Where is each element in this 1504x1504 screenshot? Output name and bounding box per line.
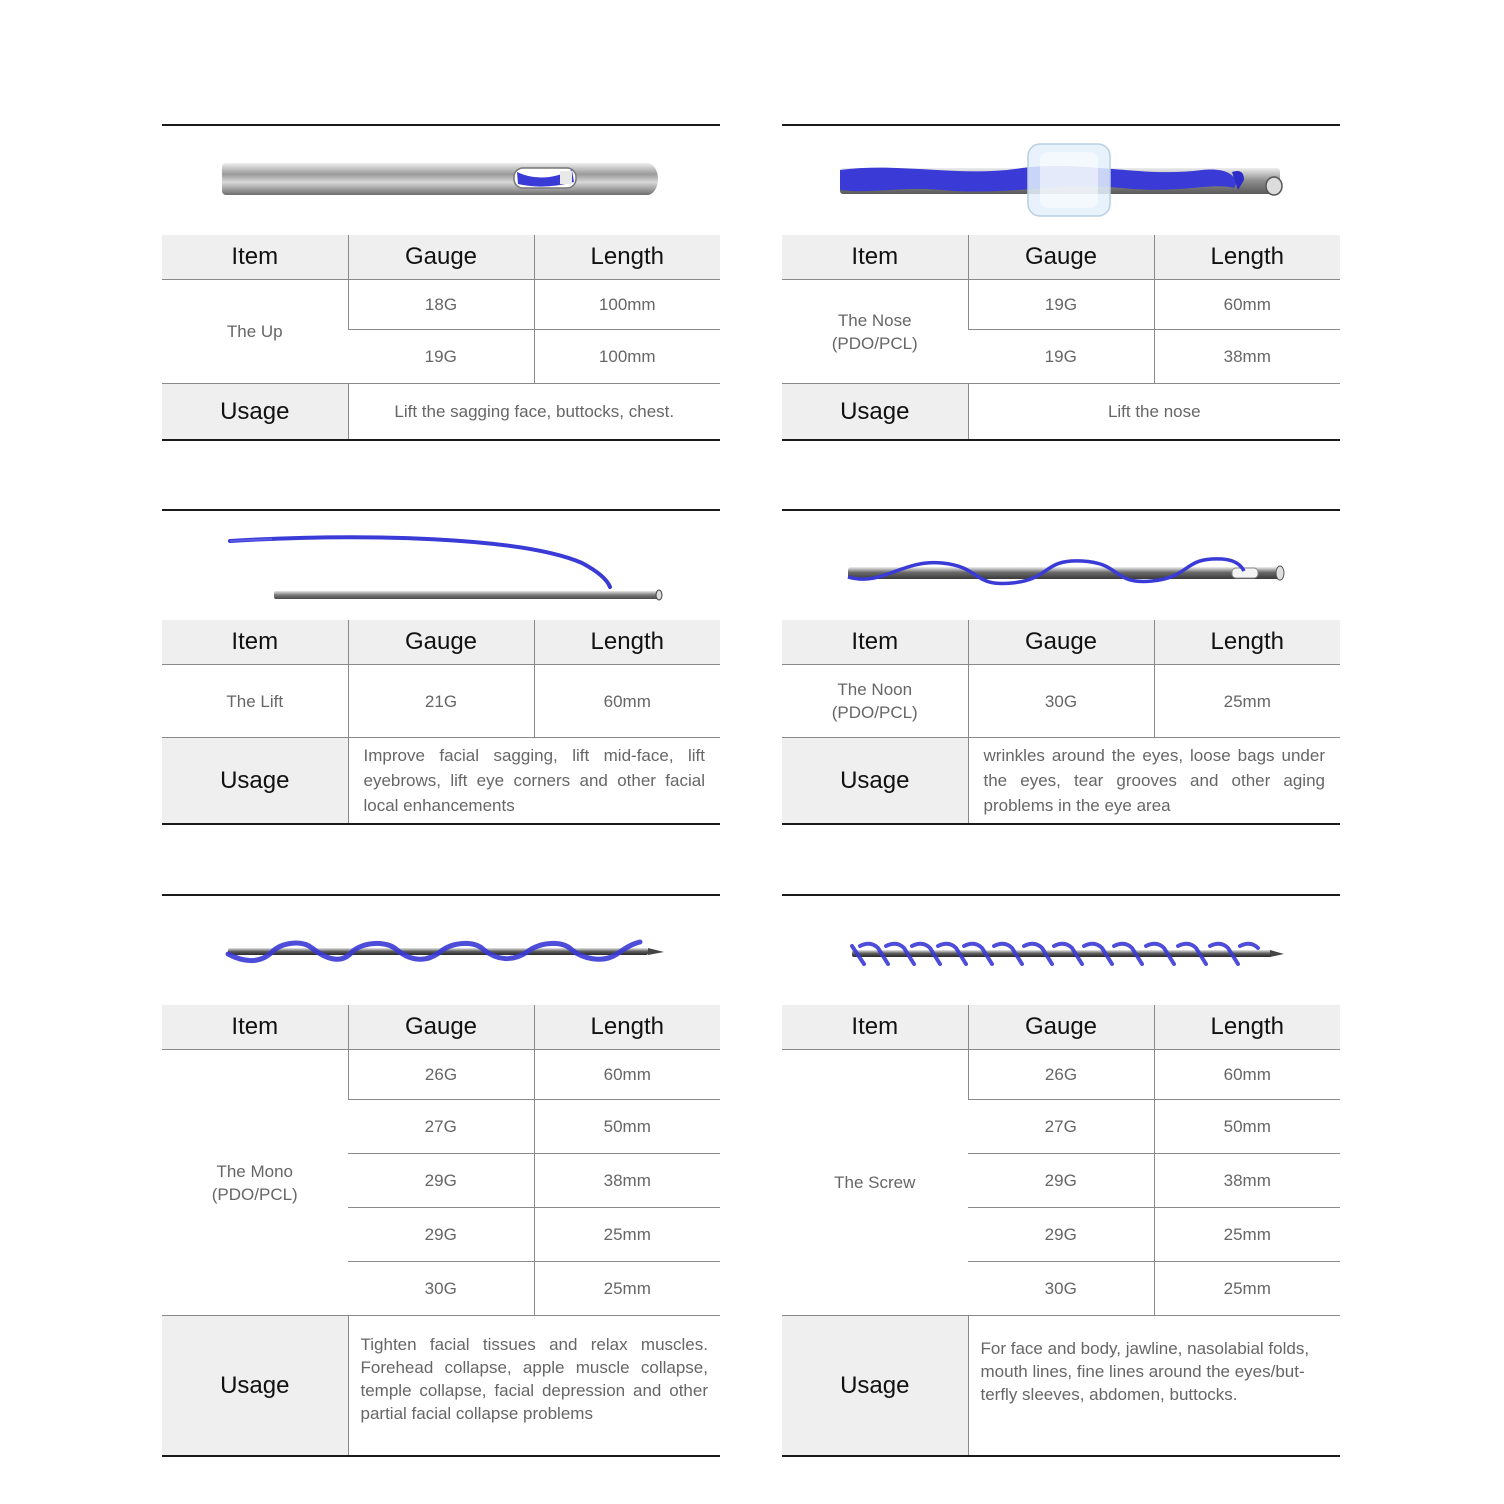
gauge-cell: 19G [968, 330, 1154, 384]
gauge-cell: 27G [348, 1100, 534, 1154]
header-item: Item [782, 1005, 968, 1050]
gauge-cell: 30G [968, 665, 1154, 738]
usage-label: Usage [162, 384, 348, 440]
header-length: Length [534, 235, 720, 280]
header-gauge: Gauge [348, 620, 534, 665]
product-name: The Up [162, 280, 348, 384]
panel-divider [162, 509, 720, 511]
header-length: Length [1154, 1005, 1340, 1050]
header-gauge: Gauge [968, 620, 1154, 665]
gauge-cell: 19G [968, 280, 1154, 330]
usage-label: Usage [782, 738, 968, 824]
header-length: Length [534, 620, 720, 665]
header-gauge: Gauge [968, 1005, 1154, 1050]
product-name: The Screw [782, 1050, 968, 1316]
gauge-cell: 30G [968, 1262, 1154, 1316]
panel-divider [162, 894, 720, 896]
product-name: The Noon (PDO/PCL) [782, 665, 968, 738]
needle-mono-icon [162, 902, 720, 997]
gauge-cell: 27G [968, 1100, 1154, 1154]
spec-table-lift [162, 620, 720, 825]
gauge-cell: 21G [348, 665, 534, 738]
needle-noon-icon [782, 517, 1340, 612]
gauge-cell: 29G [348, 1208, 534, 1262]
gauge-cell: 26G [348, 1050, 534, 1100]
spec-table-noon [782, 620, 1340, 825]
length-cell: 60mm [534, 1050, 720, 1100]
needle-nose-icon [782, 132, 1340, 227]
needle-lift-icon [162, 517, 720, 612]
needle-screw-icon [782, 902, 1340, 997]
header-item: Item [162, 1005, 348, 1050]
length-cell: 38mm [534, 1154, 720, 1208]
header-item: Item [162, 235, 348, 280]
length-cell: 38mm [1154, 1154, 1340, 1208]
usage-text: wrinkles around the eyes, loose bags under the eyes, tear grooves and other aging problems in the eye area [968, 738, 1340, 824]
length-cell: 38mm [1154, 330, 1340, 384]
length-cell: 25mm [534, 1208, 720, 1262]
header-length: Length [1154, 620, 1340, 665]
spec-table-screw [782, 1005, 1340, 1457]
panel-divider [782, 509, 1340, 511]
length-cell: 100mm [534, 330, 720, 384]
length-cell: 50mm [534, 1100, 720, 1154]
product-name: The Nose (PDO/PCL) [782, 280, 968, 384]
header-item: Item [782, 620, 968, 665]
gauge-cell: 29G [968, 1154, 1154, 1208]
length-cell: 25mm [1154, 1208, 1340, 1262]
length-cell: 50mm [1154, 1100, 1340, 1154]
length-cell: 25mm [534, 1262, 720, 1316]
spec-table-up [162, 235, 720, 441]
length-cell: 60mm [1154, 1050, 1340, 1100]
panel-divider [782, 124, 1340, 126]
header-gauge: Gauge [348, 1005, 534, 1050]
gauge-cell: 26G [968, 1050, 1154, 1100]
header-item: Item [162, 620, 348, 665]
spec-table-nose [782, 235, 1340, 441]
usage-text: Tighten facial tissues and relax muscles. Forehead collapse, apple muscle collapse, temple collapse, facial depression and other partial facial collapse problems [348, 1316, 720, 1456]
needle-cannula-icon [162, 132, 720, 227]
length-cell: 60mm [1154, 280, 1340, 330]
usage-text: Lift the sagging face, buttocks, chest. [348, 384, 720, 440]
usage-text: Lift the nose [968, 384, 1340, 440]
header-length: Length [534, 1005, 720, 1050]
panel-divider [162, 124, 720, 126]
gauge-cell: 29G [348, 1154, 534, 1208]
header-gauge: Gauge [968, 235, 1154, 280]
usage-text: For face and body, jawline, nasolabial folds, mouth lines, fine lines around the eyes/but-terfly sleeves, abdomen, buttocks. [968, 1316, 1340, 1456]
spec-table-mono [162, 1005, 720, 1457]
header-length: Length [1154, 235, 1340, 280]
length-cell: 60mm [534, 665, 720, 738]
usage-text: Improve facial sagging, lift mid-face, lift eyebrows, lift eye corners and other facial local enhancements [348, 738, 720, 824]
usage-label: Usage [782, 384, 968, 440]
length-cell: 25mm [1154, 665, 1340, 738]
gauge-cell: 30G [348, 1262, 534, 1316]
gauge-cell: 18G [348, 280, 534, 330]
length-cell: 25mm [1154, 1262, 1340, 1316]
usage-label: Usage [162, 738, 348, 824]
product-name: The Lift [162, 665, 348, 738]
header-item: Item [782, 235, 968, 280]
product-name: The Mono (PDO/PCL) [162, 1050, 348, 1316]
length-cell: 100mm [534, 280, 720, 330]
usage-label: Usage [162, 1316, 348, 1456]
usage-label: Usage [782, 1316, 968, 1456]
header-gauge: Gauge [348, 235, 534, 280]
panel-divider [782, 894, 1340, 896]
gauge-cell: 19G [348, 330, 534, 384]
gauge-cell: 29G [968, 1208, 1154, 1262]
